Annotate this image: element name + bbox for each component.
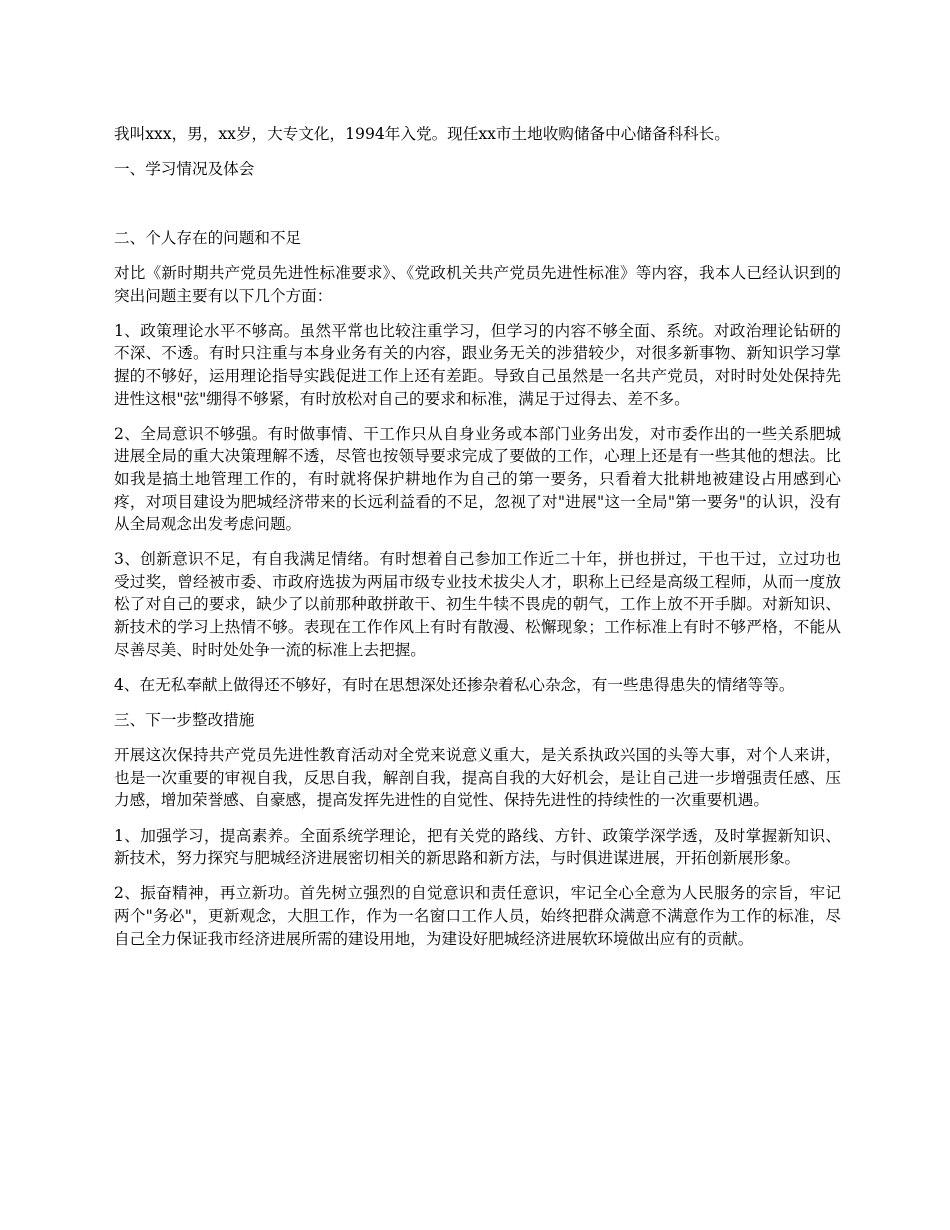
section-heading-problems: 二、个人存在的问题和不足 [114, 228, 302, 247]
measure-item-1: 1、加强学习，提高素养。全面系统学理论，把有关党的路线、方针、政策学深学透，及时掌握新知识、新技术，努力探究与肥城经济进展密切相关的新思路和新方法，与时俱进谋进展，开拓创新展形象。 [114, 826, 841, 868]
problems-intro-paragraph: 对比《新时期共产党员先进性标准要求》、《党政机关共产党员先进性标准》等内容，我本人已经认识到的突出问题主要有以下几个方面： [114, 263, 841, 305]
document-body [114, 123, 841, 963]
measure-item-2: 2、振奋精神，再立新功。首先树立强烈的自觉意识和责任意识，牢记全心全意为人民服务的宗旨，牢记两个"务必"，更新观念，大胆工作，作为一名窗口工作人员，始终把群众满意不满意作为工作的标准，尽自己全力保证我市经济进展所需的建设用地，为建设好肥城经济进展软环境做出应有的贡献。 [114, 884, 841, 948]
problem-item-4: 4、在无私奉献上做得还不够好，有时在思想深处还掺杂着私心杂念，有一些患得患失的情绪等等。 [114, 675, 795, 694]
section-heading-study: 一、学习情况及体会 [114, 160, 255, 179]
problem-item-3: 3、创新意识不足，有自我满足情绪。有时想着自己参加工作近二十年，拼也拼过，干也干过，立过功也受过奖，曾经被市委、市政府选拔为两届市级专业技术拔尖人才，职称上已经是高级工程师，从而一度放松了对自己的要求，缺少了以前那种敢拼敢干、初生牛犊不畏虎的朝气，工作上放不开手脚。对新知识、新技术的学习上热情不够。表现在工作作风上有时有散漫、松懈现象；工作标准上有时不够严格，不能从尽善尽美、时时处处争一流的标准上去把握。 [114, 550, 841, 659]
section-heading-measures: 三、下一步整改措施 [114, 711, 255, 730]
measures-intro-paragraph: 开展这次保持共产党员先进性教育活动对全党来说意义重大，是关系执政兴国的头等大事，对个人来讲，也是一次重要的审视自我，反思自我，解剖自我，提高自我的大好机会，是让自己进一步增强责任感、压力感，增加荣誉感、自豪感，提高发挥先进性的自觉性、保持先进性的持续性的一次重要机遇。 [114, 746, 841, 810]
intro-paragraph: 我叫xxx，男，xx岁，大专文化，1994年入党。现任xx市土地收购储备中心储备科科长。 [114, 125, 730, 143]
problem-item-1: 1、政策理论水平不够高。虽然平常也比较注重学习，但学习的内容不够全面、系统。对政治理论钻研的不深、不透。有时只注重与本身业务有关的内容，跟业务无关的涉猎较少，对很多新事物、新知识学习掌握的不够好，运用理论指导实践促进工作上还有差距。导致自己虽然是一名共产党员，对时时处处保持先进性这根"弦"绷得不够紧，有时放松对自己的要求和标准，满足于过得去、差不多。 [114, 321, 841, 408]
problem-item-2: 2、全局意识不够强。有时做事情、干工作只从自身业务或本部门业务出发，对市委作出的一些关系肥城进展全局的重大决策理解不透，尽管也按领导要求完成了要做的工作，心理上还是有一些其他的想法。比如我是搞土地管理工作的，有时就将保护耕地作为自己的第一要务，只看着大批耕地被建设占用感到心疼，对项目建设为肥城经济带来的长远利益看的不足，忽视了对"进展"这一全局"第一要务"的认识，没有从全局观念出发考虑问题。 [114, 424, 841, 534]
